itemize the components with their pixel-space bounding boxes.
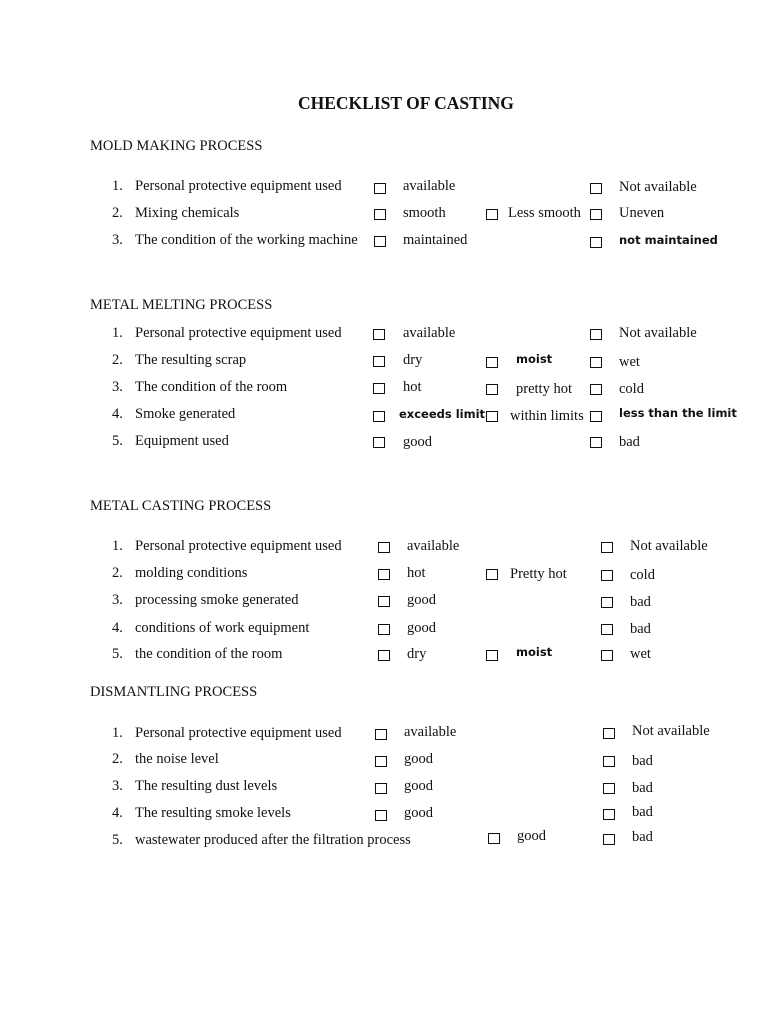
item-label: The resulting scrap: [135, 352, 247, 368]
checkbox-good[interactable]: [375, 810, 387, 821]
item-label: Personal protective equipment used: [135, 325, 342, 341]
checkbox-not-available[interactable]: [601, 542, 613, 553]
checkbox-exceeds-limit[interactable]: [373, 411, 385, 422]
checkbox-hot[interactable]: [373, 383, 385, 394]
option-label: cold: [619, 381, 644, 397]
option-label: good: [404, 751, 433, 767]
option-label: good: [517, 828, 546, 844]
item-number: 3.: [112, 778, 123, 794]
checkbox-less-smooth[interactable]: [486, 209, 498, 220]
option-label: good: [403, 434, 432, 450]
page-title: CHECKLIST OF CASTING: [298, 93, 514, 113]
option-label: Uneven: [619, 205, 665, 221]
checkbox-moist[interactable]: [486, 357, 498, 368]
checkbox-not-available[interactable]: [590, 329, 602, 340]
checkbox-not-maintained[interactable]: [590, 237, 602, 248]
item-label: Personal protective equipment used: [135, 538, 342, 554]
option-label: good: [404, 778, 433, 794]
checkbox-good[interactable]: [378, 596, 390, 607]
checkbox-available[interactable]: [375, 729, 387, 740]
option-label: wet: [630, 646, 651, 662]
checkbox-available[interactable]: [374, 183, 386, 194]
option-label: hot: [403, 379, 422, 395]
item-number: 4.: [112, 805, 123, 821]
checkbox-cold[interactable]: [601, 570, 613, 581]
checkbox-moist[interactable]: [486, 650, 498, 661]
option-label: Not available: [632, 723, 710, 739]
section-heading-dismantling: DISMANTLING PROCESS: [90, 684, 258, 700]
option-label: smooth: [403, 205, 446, 221]
item-label: The resulting smoke levels: [135, 805, 291, 821]
item-number: 1.: [112, 725, 123, 741]
item-number: 2.: [112, 205, 123, 221]
option-label: Pretty hot: [510, 566, 567, 582]
checkbox-wet[interactable]: [601, 650, 613, 661]
item-label: Personal protective equipment used: [135, 178, 342, 194]
option-label: bad: [632, 829, 653, 845]
item-label: processing smoke generated: [135, 592, 299, 608]
section-heading-metal-melting: METAL MELTING PROCESS: [90, 297, 273, 313]
item-label: the noise level: [135, 751, 219, 767]
option-label: less than the limit: [619, 406, 737, 420]
item-number: 5.: [112, 646, 123, 662]
checkbox-good[interactable]: [488, 833, 500, 844]
option-label: maintained: [403, 232, 468, 248]
option-label: bad: [630, 594, 651, 610]
checkbox-hot[interactable]: [378, 569, 390, 580]
item-number: 4.: [112, 620, 123, 636]
option-label: available: [407, 538, 460, 554]
option-label: moist: [516, 352, 553, 366]
checkbox-dry[interactable]: [378, 650, 390, 661]
item-label: conditions of work equipment: [135, 620, 310, 636]
item-number: 3.: [112, 232, 123, 248]
item-label: Equipment used: [135, 433, 229, 449]
option-label: within limits: [510, 408, 584, 424]
option-label: bad: [619, 434, 640, 450]
option-label: dry: [403, 352, 423, 368]
option-label: dry: [407, 646, 427, 662]
item-number: 5.: [112, 433, 123, 449]
section-heading-mold-making: MOLD MAKING PROCESS: [90, 138, 263, 154]
item-label: Mixing chemicals: [135, 205, 240, 221]
option-label: bad: [632, 780, 653, 796]
checkbox-not-available[interactable]: [603, 728, 615, 739]
checkbox-dry[interactable]: [373, 356, 385, 367]
item-number: 2.: [112, 751, 123, 767]
checkbox-bad[interactable]: [590, 437, 602, 448]
item-number: 3.: [112, 592, 123, 608]
option-label: good: [404, 805, 433, 821]
checkbox-good[interactable]: [375, 783, 387, 794]
option-label: exceeds limit: [399, 407, 486, 421]
checkbox-good[interactable]: [373, 437, 385, 448]
option-label: available: [403, 325, 456, 341]
checkbox-not-available[interactable]: [590, 183, 602, 194]
option-label: pretty hot: [516, 381, 572, 397]
option-label: cold: [630, 567, 655, 583]
checkbox-bad[interactable]: [601, 597, 613, 608]
checkbox-bad[interactable]: [603, 756, 615, 767]
item-number: 1.: [112, 178, 123, 194]
option-label: Less smooth: [508, 205, 581, 221]
option-label: bad: [632, 804, 653, 820]
option-label: good: [407, 620, 436, 636]
option-label: Not available: [619, 179, 697, 195]
option-label: hot: [407, 565, 426, 581]
item-number: 1.: [112, 325, 123, 341]
item-number: 2.: [112, 352, 123, 368]
checkbox-bad[interactable]: [601, 624, 613, 635]
option-label: bad: [632, 753, 653, 769]
checkbox-less-than-the-limit[interactable]: [590, 411, 602, 422]
option-label: moist: [516, 645, 553, 659]
item-label: The resulting dust levels: [135, 778, 278, 794]
checkbox-wet[interactable]: [590, 357, 602, 368]
checkbox-bad[interactable]: [603, 783, 615, 794]
item-number: 2.: [112, 565, 123, 581]
checkbox-maintained[interactable]: [374, 236, 386, 247]
checkbox-available[interactable]: [378, 542, 390, 553]
option-label: not maintained: [619, 233, 718, 247]
checkbox-within-limits[interactable]: [486, 411, 498, 422]
option-label: Not available: [619, 325, 697, 341]
option-label: wet: [619, 354, 640, 370]
option-label: Not available: [630, 538, 708, 554]
item-number: 5.: [112, 832, 123, 848]
section-heading-metal-casting: METAL CASTING PROCESS: [90, 498, 272, 514]
item-number: 3.: [112, 379, 123, 395]
item-number: 1.: [112, 538, 123, 554]
checkbox-smooth[interactable]: [374, 209, 386, 220]
checkbox-pretty-hot[interactable]: [486, 569, 498, 580]
option-label: good: [407, 592, 436, 608]
checkbox-pretty-hot[interactable]: [486, 384, 498, 395]
item-label: molding conditions: [135, 565, 248, 581]
item-label: Personal protective equipment used: [135, 725, 342, 741]
checkbox-bad[interactable]: [603, 809, 615, 820]
item-number: 4.: [112, 406, 123, 422]
item-label: The condition of the room: [135, 379, 288, 395]
checkbox-cold[interactable]: [590, 384, 602, 395]
checkbox-good[interactable]: [375, 756, 387, 767]
option-label: available: [403, 178, 456, 194]
item-label: wastewater produced after the filtration process: [135, 832, 411, 848]
checkbox-available[interactable]: [373, 329, 385, 340]
item-label: Smoke generated: [135, 406, 236, 422]
checkbox-good[interactable]: [378, 624, 390, 635]
item-label: The condition of the working machine: [135, 232, 358, 248]
item-label: the condition of the room: [135, 646, 283, 662]
option-label: available: [404, 724, 457, 740]
option-label: bad: [630, 621, 651, 637]
checkbox-bad[interactable]: [603, 834, 615, 845]
checkbox-uneven[interactable]: [590, 209, 602, 220]
